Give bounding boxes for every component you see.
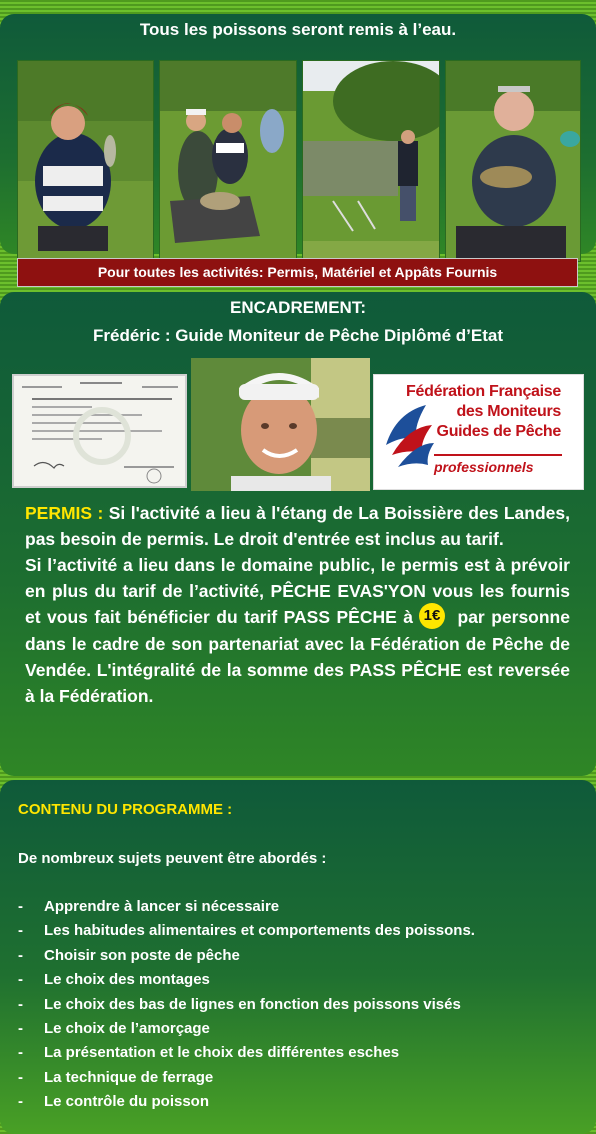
programme-intro: De nombreux sujets peuvent être abordés : — [18, 850, 327, 867]
programme-list — [18, 895, 475, 1115]
photos-panel — [0, 14, 596, 254]
encadrement-panel — [0, 292, 596, 776]
permis-paragraph-2 — [25, 552, 570, 709]
photo-man-holding-carp — [445, 60, 581, 262]
list-item: - Les habitudes alimentaires et comportements des poissons. — [18, 922, 475, 940]
logo-divider — [434, 454, 562, 456]
logo-line-4: professionnels — [434, 459, 534, 475]
photos-title: Tous les poissons seront remis à l’eau. — [139, 20, 457, 39]
permis-text-2-after: par personne dans le cadre de son partenariat avec la Fédération de Pêche de Vendée. L'intégralité de la somme des PASS PÊCHE est reversée à la Fédération. — [25, 607, 570, 707]
programme-panel — [0, 780, 596, 1134]
programme-title: CONTENU DU PROGRAMME : — [18, 801, 233, 818]
encadrement-title: ENCADREMENT: — [230, 298, 366, 317]
photo-angler-by-pond — [302, 60, 440, 262]
list-item: - Le choix des montages — [18, 971, 210, 989]
logo-line-2: des Moniteurs — [456, 403, 561, 420]
list-item: - La technique de ferrage — [18, 1068, 214, 1086]
list-item: - La présentation et le choix des différentes esches — [18, 1044, 400, 1062]
logo-line-1: Fédération Française — [406, 383, 561, 400]
guide-portrait-photo — [191, 358, 370, 491]
permis-text-1: Si l'activité a lieu à l'étang de La Boissière des Landes, pas besoin de permis. Le droit d'entrée est inclus au tarif. — [25, 503, 570, 549]
permis-text-2-before: Si l’activité a lieu dans le domaine public, le permis est à prévoir en plus du tarif de l’activité, PÊCHE EVAS'YON vous les fournis et vous fait bénéficier du tarif PASS PÊCHE à — [25, 555, 570, 627]
list-item: - Le contrôle du poisson — [18, 1093, 210, 1111]
diploma-image — [12, 374, 187, 488]
photo-woman-holding-fish — [17, 60, 154, 262]
price-badge: 1€ — [419, 603, 445, 629]
list-item: - Le choix de l’amorçage — [18, 1019, 210, 1037]
ffmgp-logo — [373, 374, 584, 490]
list-item: - Le choix des bas de lignes en fonction des poissons visés — [18, 995, 461, 1013]
encadrement-subtitle: Frédéric : Guide Moniteur de Pêche Diplômé d’Etat — [93, 326, 503, 345]
activities-banner: Pour toutes les activités: Permis, Matériel et Appâts Fournis — [17, 258, 578, 287]
list-item: - Apprendre à lancer si nécessaire — [18, 898, 280, 915]
logo-line-3: Guides de Pêche — [436, 423, 561, 440]
permis-label: PERMIS : — [25, 503, 104, 523]
permis-paragraph-1 — [25, 500, 570, 552]
permis-section — [25, 500, 570, 709]
list-item: - Choisir son poste de pêche — [18, 946, 240, 964]
photo-two-anglers-with-carp — [159, 60, 297, 262]
